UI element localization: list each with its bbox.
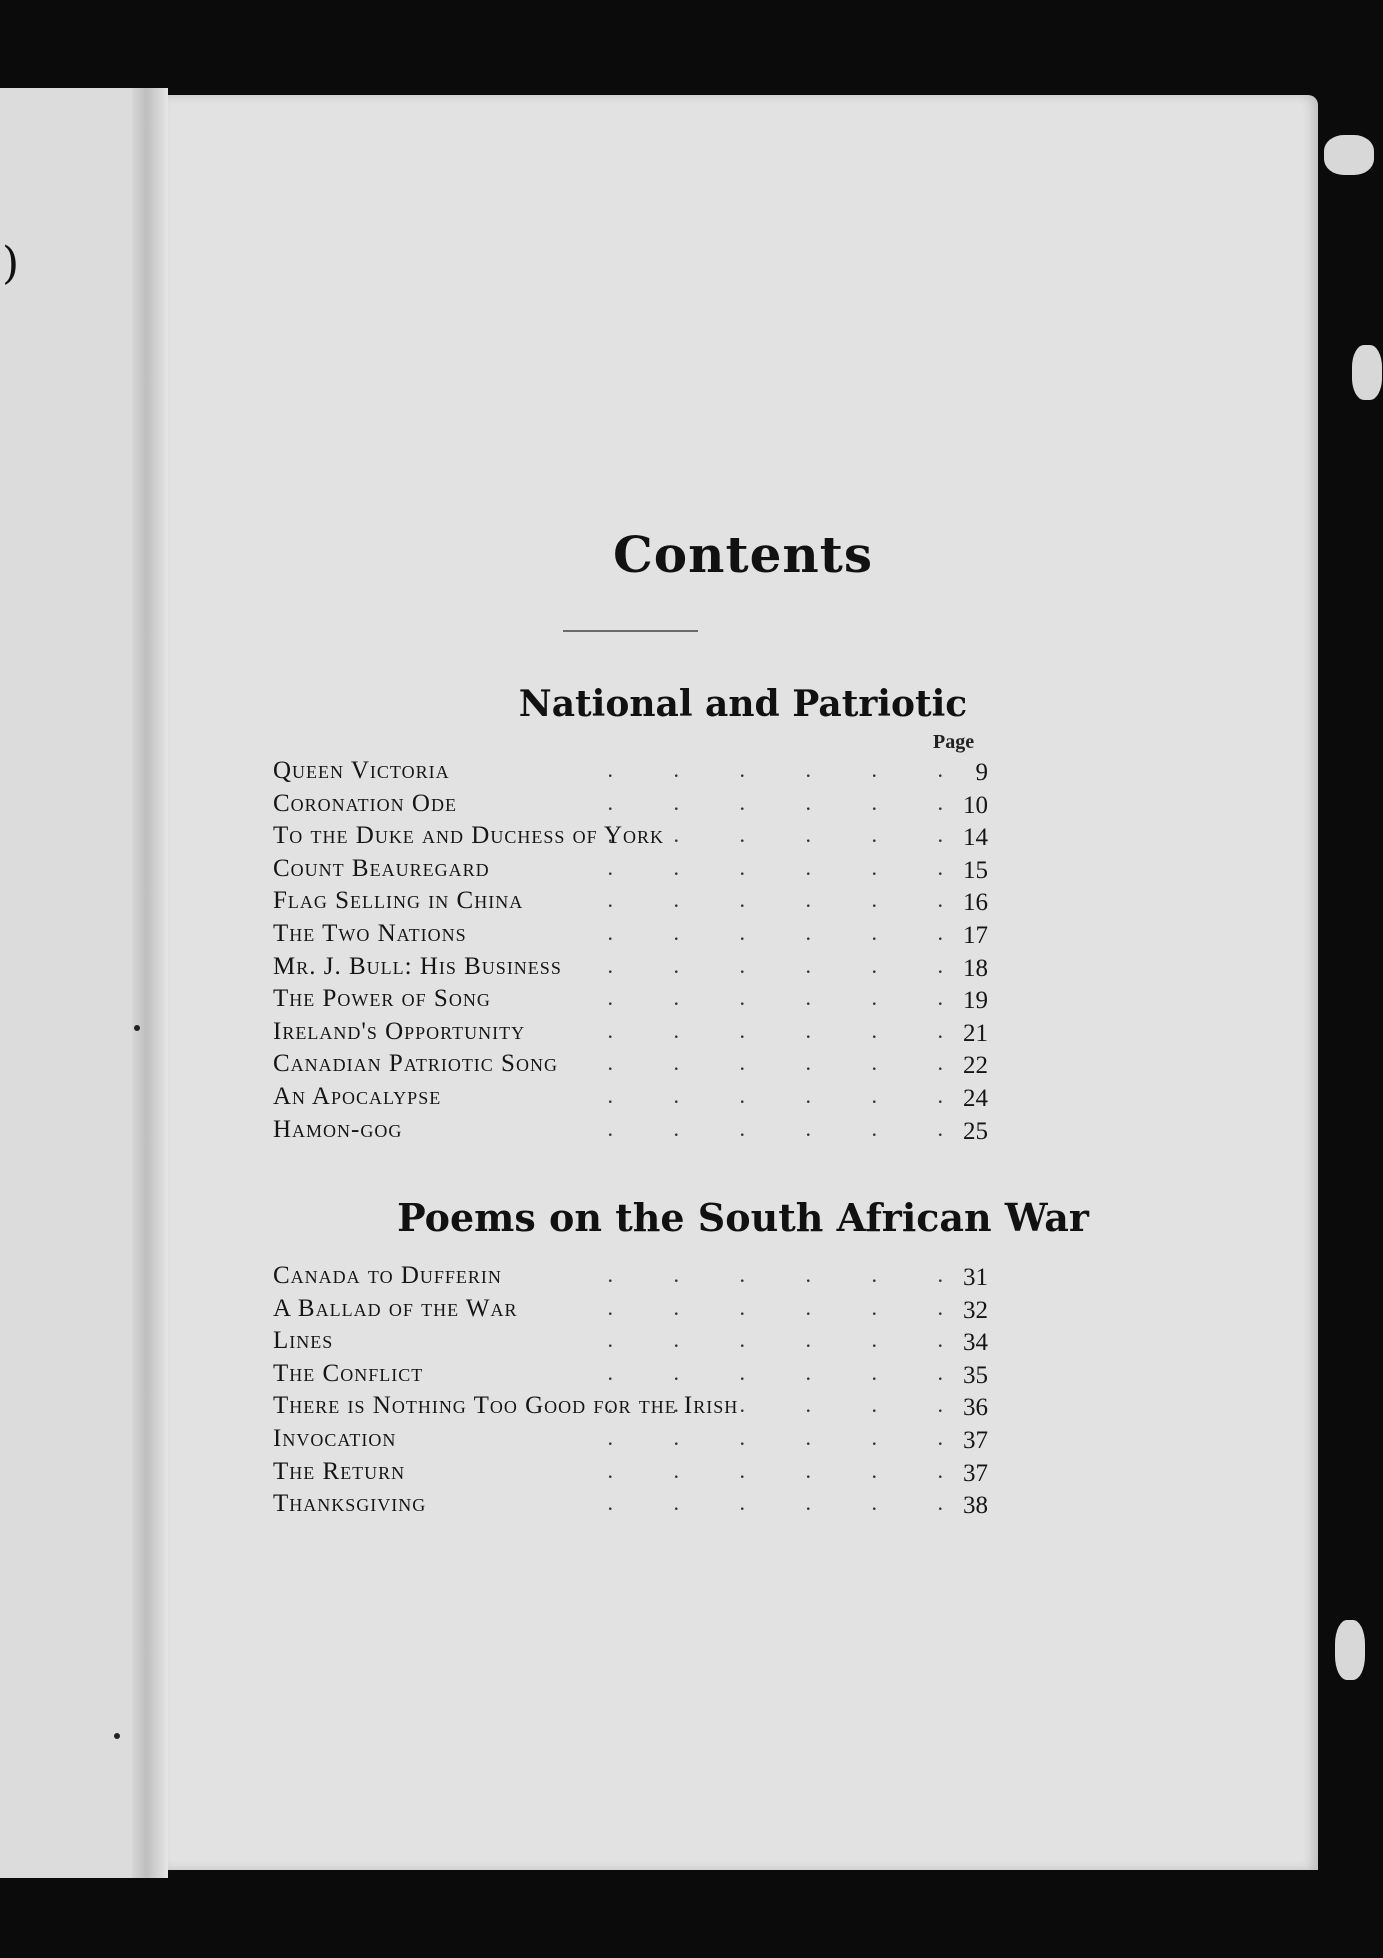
toc-leader-dots — [573, 1018, 943, 1044]
toc-entry — [273, 1490, 988, 1523]
toc-entry-title: To the Duke and Duchess of York — [273, 822, 665, 850]
toc-leader-dots — [573, 1425, 943, 1451]
toc-entry-title: An Apocalypse — [273, 1082, 442, 1110]
toc-entry-page-number: 18 — [963, 954, 988, 982]
toc-leader-dots — [573, 1327, 943, 1353]
toc-leader-dots — [573, 822, 943, 848]
toc-entry-page-number: 34 — [963, 1329, 988, 1357]
page-title: Contents — [612, 525, 873, 584]
toc-entry — [273, 1425, 988, 1458]
title-rule — [563, 630, 698, 632]
toc-entry — [273, 1295, 988, 1328]
toc-entry-page-number: 32 — [963, 1296, 988, 1324]
section-heading-south-african-war: Poems on the South African War — [397, 1195, 1089, 1240]
toc-entry-title: Thanksgiving — [273, 1490, 427, 1518]
toc-entry-page-number: 17 — [963, 921, 988, 949]
toc-leader-dots — [573, 1050, 943, 1076]
left-page-glyph: ) — [2, 238, 20, 289]
scan-speck — [114, 1733, 120, 1739]
scan-speck — [1324, 135, 1374, 175]
toc-entry-page-number: 19 — [963, 987, 988, 1015]
toc-entry-title: Ireland's Opportunity — [273, 1017, 526, 1045]
toc-entry-title: Coronation Ode — [273, 789, 457, 817]
toc-leader-dots — [573, 790, 943, 816]
toc-entry-page-number: 9 — [975, 759, 988, 786]
contents-page — [168, 95, 1318, 1870]
toc-entry — [273, 1050, 988, 1083]
toc-entry-title: The Return — [273, 1457, 406, 1485]
toc-entry-title: The Conflict — [273, 1359, 424, 1387]
toc-entry-page-number: 24 — [963, 1084, 988, 1112]
toc-entry-title: Canadian Patriotic Song — [273, 1050, 558, 1078]
toc-leader-dots — [573, 920, 943, 946]
toc-entry-page-number: 22 — [963, 1052, 988, 1080]
toc-entry-title: Canada to Dufferin — [273, 1262, 502, 1289]
toc-entry-title: The Power of Song — [273, 985, 491, 1013]
toc-entry-title: Count Beauregard — [273, 854, 490, 882]
toc-leader-dots — [573, 1360, 943, 1386]
toc-leader-dots — [573, 887, 943, 913]
toc-list-national — [273, 757, 988, 1148]
page-gutter — [132, 88, 168, 1878]
toc-leader-dots — [573, 1116, 943, 1142]
toc-entry-title: There is Nothing Too Good for the Irish — [273, 1392, 739, 1420]
toc-entry-page-number: 21 — [963, 1019, 988, 1047]
section-heading-national: National and Patriotic — [518, 683, 968, 725]
toc-entry-title: A Ballad of the War — [273, 1294, 518, 1322]
toc-entry-page-number: 10 — [963, 791, 988, 819]
toc-entry — [273, 757, 988, 790]
toc-entry-page-number: 37 — [963, 1426, 988, 1454]
toc-entry-page-number: 35 — [963, 1361, 988, 1389]
toc-leader-dots — [573, 1262, 943, 1288]
scan-speck — [134, 1025, 140, 1031]
toc-entry — [273, 855, 988, 888]
toc-entry — [273, 985, 988, 1018]
toc-leader-dots — [573, 953, 943, 979]
toc-entry-page-number: 38 — [963, 1492, 988, 1520]
toc-entry-page-number: 16 — [963, 889, 988, 917]
left-page-edge — [0, 88, 168, 1878]
toc-entry — [273, 1262, 988, 1295]
toc-entry — [273, 790, 988, 823]
toc-entry-title: Flag Selling in China — [273, 887, 524, 915]
toc-entry-title: Invocation — [273, 1424, 397, 1452]
toc-entry — [273, 822, 988, 855]
toc-entry — [273, 1327, 988, 1360]
scan-speck — [1335, 1620, 1365, 1680]
toc-entry-page-number: 31 — [963, 1264, 988, 1291]
toc-entry-page-number: 37 — [963, 1459, 988, 1487]
toc-entry — [273, 1392, 988, 1425]
toc-entry — [273, 887, 988, 920]
toc-entry-page-number: 14 — [963, 824, 988, 852]
toc-entry — [273, 1083, 988, 1116]
toc-entry — [273, 1458, 988, 1491]
toc-entry — [273, 953, 988, 986]
toc-entry-title: Hamon-gog — [273, 1115, 403, 1143]
toc-leader-dots — [573, 1392, 943, 1418]
toc-entry-title: Queen Victoria — [273, 757, 450, 784]
toc-leader-dots — [573, 1295, 943, 1321]
toc-entry — [273, 1116, 988, 1149]
toc-leader-dots — [573, 985, 943, 1011]
toc-entry — [273, 1018, 988, 1051]
toc-entry — [273, 1360, 988, 1393]
toc-entry — [273, 920, 988, 953]
toc-entry-page-number: 25 — [963, 1117, 988, 1145]
toc-leader-dots — [573, 855, 943, 881]
toc-entry-title: Mr. J. Bull: His Business — [273, 952, 562, 980]
toc-leader-dots — [573, 1458, 943, 1484]
toc-leader-dots — [573, 1083, 943, 1109]
toc-leader-dots — [573, 1490, 943, 1516]
toc-entry-page-number: 15 — [963, 856, 988, 884]
scan-speck — [1352, 345, 1382, 400]
page-column-label: Page — [933, 731, 975, 753]
toc-entry-title: The Two Nations — [273, 919, 467, 947]
toc-entry-title: Lines — [273, 1327, 334, 1355]
toc-entry-page-number: 36 — [963, 1394, 988, 1422]
toc-leader-dots — [573, 757, 943, 783]
toc-list-south-african-war — [273, 1262, 988, 1523]
